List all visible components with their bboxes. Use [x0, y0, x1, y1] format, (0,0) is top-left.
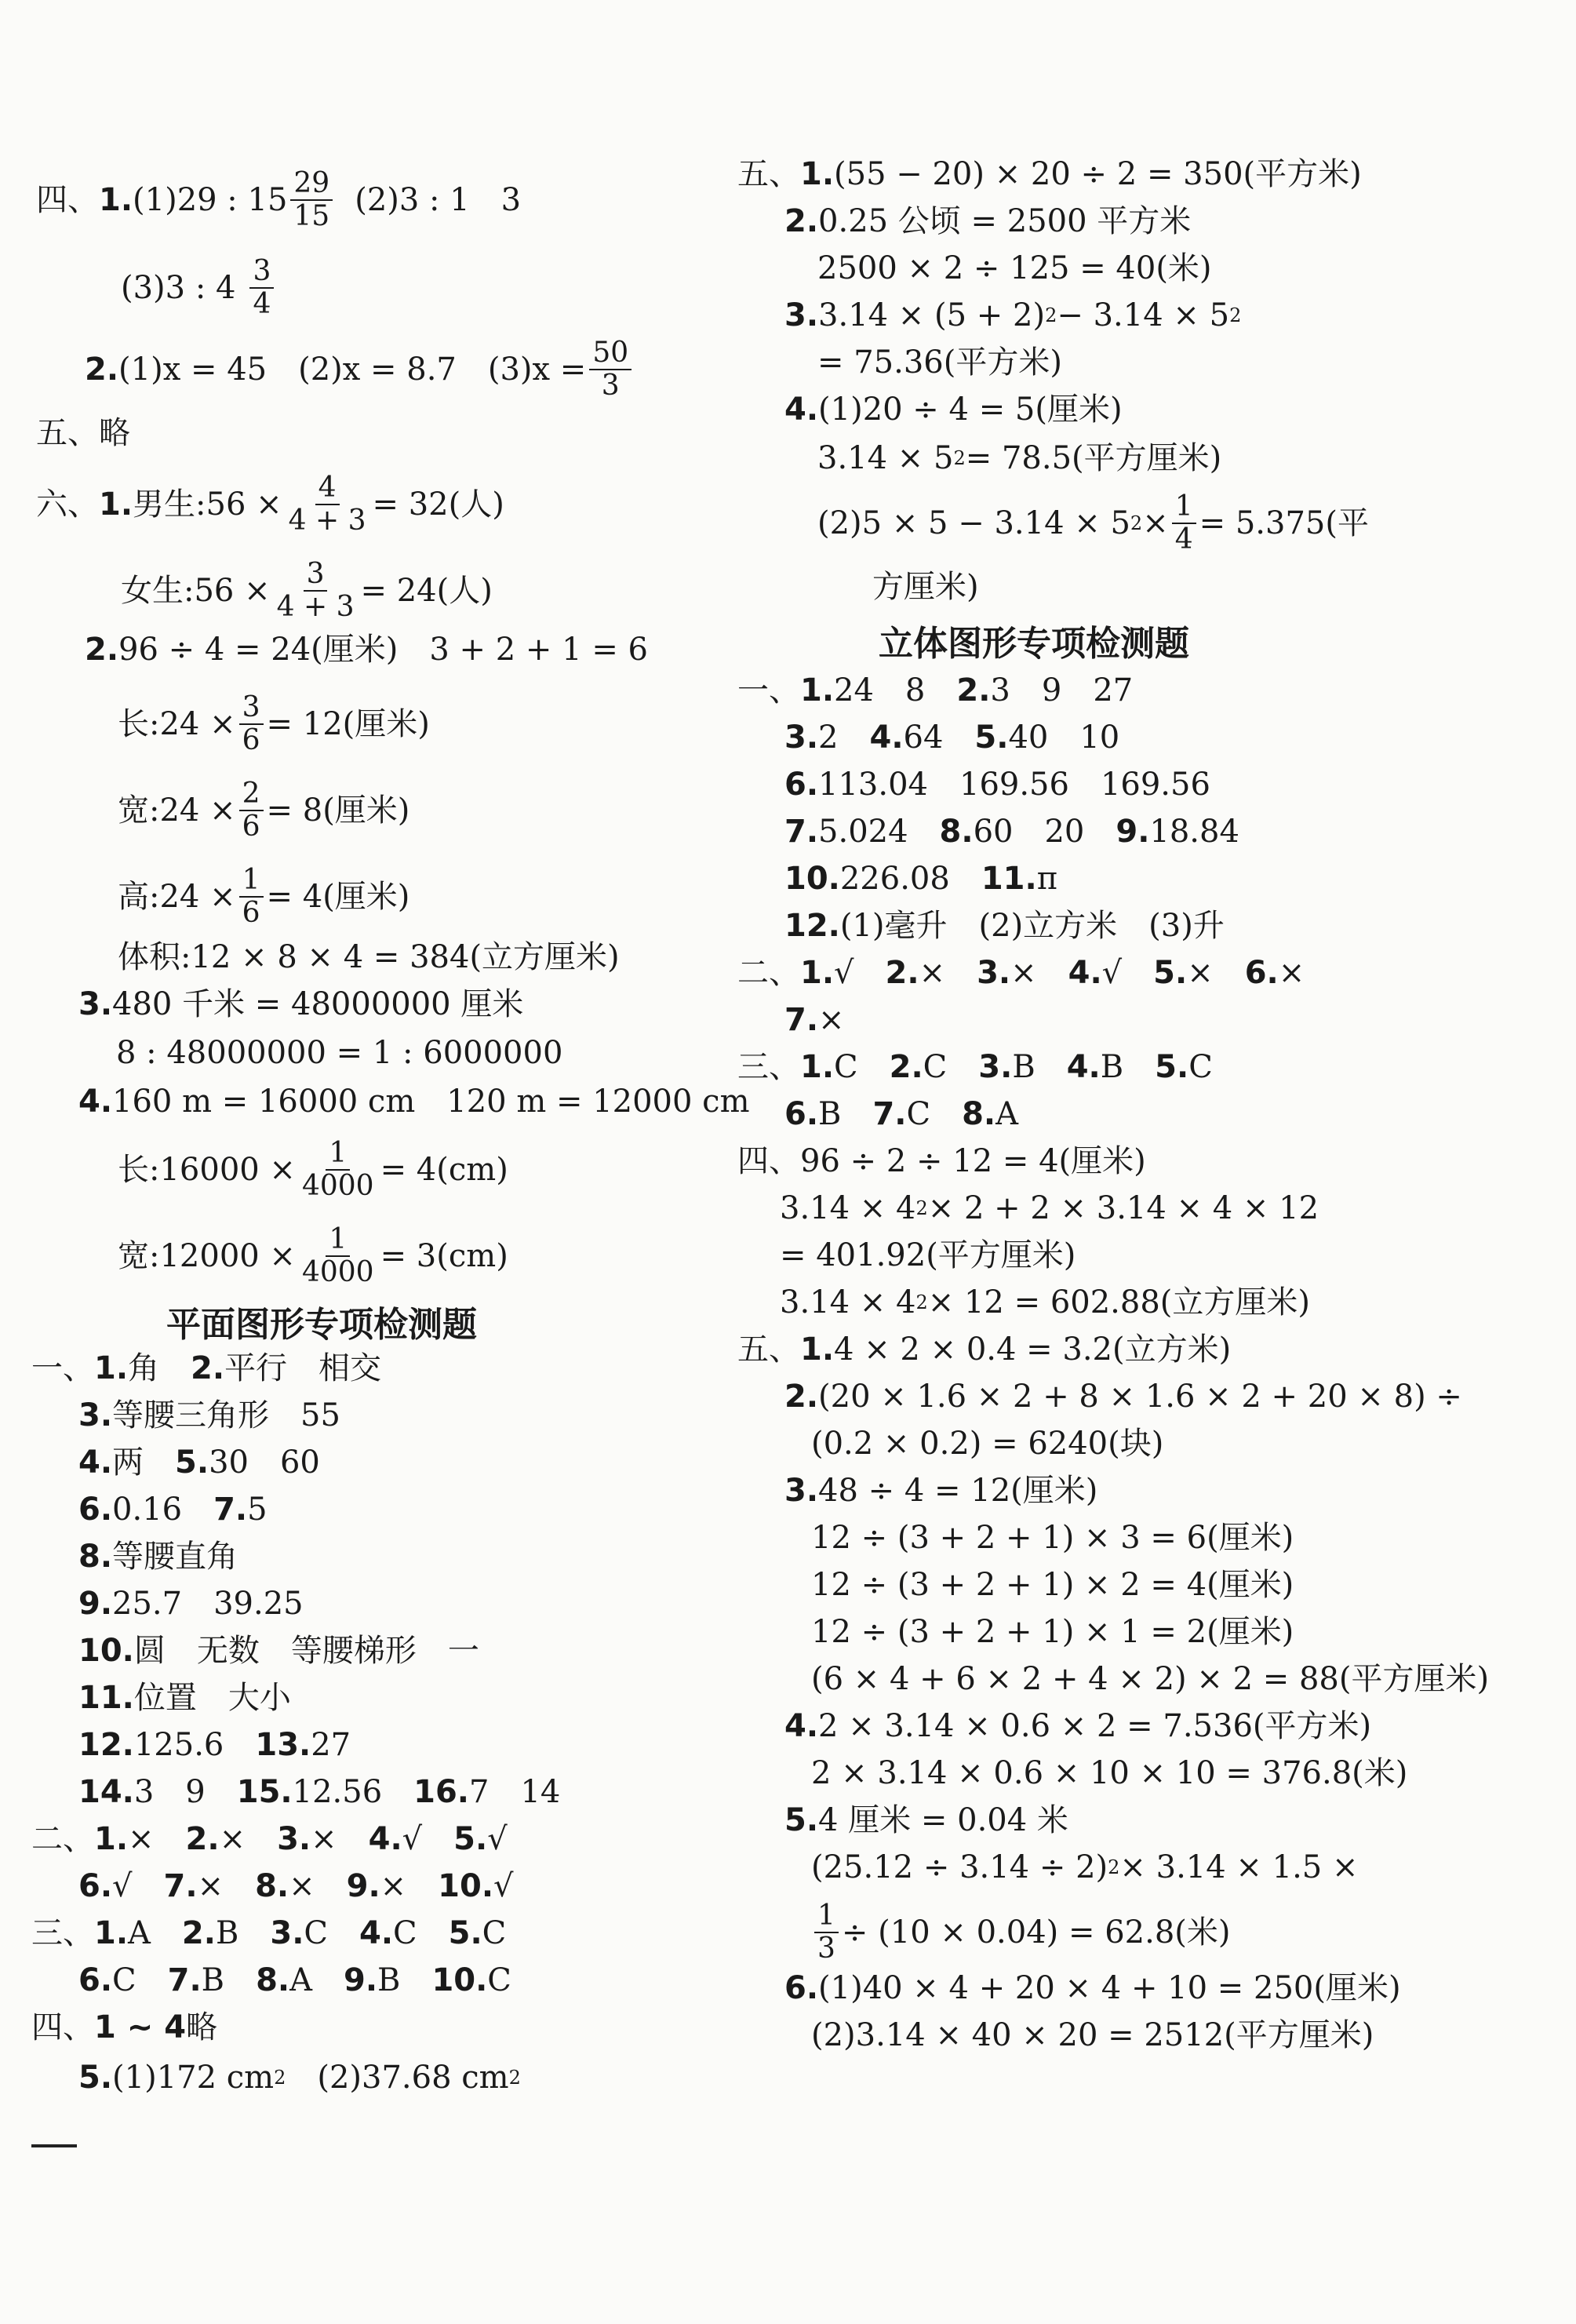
answer-line: 8 : 48000000 = 1 : 6000000: [116, 1035, 563, 1071]
answer-line: 6. 113.04 169.56 169.56: [784, 767, 1210, 803]
fraction: $\frac{1}{3}$: [814, 1900, 839, 1965]
answer-line: 3. 等腰三角形 55: [78, 1397, 340, 1433]
section-heading: 立体图形专项检测题: [879, 624, 1189, 664]
answer-line: 4. 2 × 3.14 × 0.6 × 2 = 7.536(平方米): [784, 1708, 1372, 1744]
answer-line: 12. 125.6 13. 27: [78, 1727, 351, 1763]
answer-line: 体积:12 × 8 × 4 = 384(立方厘米): [118, 939, 620, 975]
answer-line: 4. 160 m = 16000 cm 120 m = 12000 cm: [78, 1084, 750, 1120]
answer-line: 2. 96 ÷ 4 = 24(厘米) 3 + 2 + 1 = 6: [85, 632, 649, 668]
answer-line: 六、 1. 男生:56 × $\frac{4}{4 + 3}$ = 32(人): [36, 472, 504, 537]
answer-line: 6. √ 7. × 8. × 9. × 10. √: [78, 1868, 514, 1904]
answer-line: 3. 48 ÷ 4 = 12(厘米): [784, 1473, 1098, 1509]
answer-line: (3)3 : 4 $\frac{3}{4}$: [121, 256, 277, 320]
answer-line: 五、略: [36, 415, 130, 451]
fraction: $\frac{4}{4 + 3}$: [288, 472, 366, 537]
fraction: $\frac{1}{4}$: [1172, 491, 1196, 556]
answer-line: = 401.92(平方厘米): [780, 1237, 1076, 1273]
answer-line: 2500 × 2 ÷ 125 = 40(米): [817, 250, 1212, 286]
answer-line: 五、 1. 4 × 2 × 0.4 = 3.2(立方米): [737, 1331, 1232, 1368]
answer-line: 四、 1. (1)29 : 15 $\frac{29}{15}$ (2)3 : 1 3: [36, 167, 522, 232]
answer-line: 宽:24 × $\frac{2}{6}$ = 8(厘米): [118, 778, 410, 843]
fraction: $\frac{29}{15}$: [290, 168, 333, 232]
answer-line: 三、 1. C 2. C 3. B 4. B 5. C: [737, 1049, 1213, 1085]
fraction: $\frac{50}{3}$: [589, 337, 631, 402]
answer-line: 2. (1)x = 45 (2)x = 8.7 (3)x = $\frac{50}{3}$: [85, 337, 635, 402]
answer-line: 12 ÷ (3 + 2 + 1) × 2 = 4(厘米): [811, 1567, 1294, 1603]
answer-line: $\frac{1}{3}$ ÷ (10 × 0.04) = 62.8(米): [811, 1900, 1230, 1965]
answer-line: 高:24 × $\frac{1}{6}$ = 4(厘米): [118, 864, 410, 929]
answer-line: 3. 3.14 × (5 + 2) 2 − 3.14 × 5 2: [784, 297, 1242, 333]
answer-line: 女生:56 × $\frac{3}{4 + 3}$ = 24(人): [121, 558, 493, 623]
fraction: $\frac{1}{6}$: [239, 865, 264, 929]
answer-line: 6. 0.16 7. 5: [78, 1492, 268, 1528]
answer-line: 4. (1)20 ÷ 4 = 5(厘米): [784, 392, 1123, 428]
answer-line: (2)3.14 × 40 × 20 = 2512(平方厘米): [811, 2017, 1374, 2053]
answer-line: 一、 1. 24 8 2. 3 9 27: [737, 672, 1134, 708]
answer-line: 6. (1)40 × 4 + 20 × 4 + 10 = 250(厘米): [784, 1970, 1401, 2006]
answer-line: 五、 1. (55 − 20) × 20 ÷ 2 = 350(平方米): [737, 156, 1362, 192]
answer-line: 10. 226.08 11. π: [784, 861, 1057, 897]
answer-line: 5. (1)172 cm 2 (2)37.68 cm 2: [78, 2060, 521, 2096]
answer-line: 2. 0.25 公顷 = 2500 平方米: [784, 203, 1192, 239]
answer-line: 12. (1)毫升 (2)立方米 (3)升: [784, 908, 1225, 944]
answer-line: 一、 1. 角 2. 平行 相交: [31, 1350, 382, 1386]
fraction: $\frac{1}{4000}$: [301, 1223, 374, 1288]
answer-line: 6. C 7. B 8. A 9. B 10. C: [78, 1962, 511, 1998]
fraction: $\frac{3}{6}$: [239, 692, 264, 756]
answer-line: 3. 480 千米 = 48000000 厘米: [78, 986, 524, 1022]
fraction: $\frac{2}{6}$: [239, 778, 264, 843]
answer-line: 4. 两 5. 30 60: [78, 1444, 320, 1481]
answer-line: 3.14 × 4 2 × 12 = 602.88(立方厘米): [780, 1284, 1310, 1320]
answer-line: 7. 5.024 8. 60 20 9. 18.84: [784, 814, 1239, 850]
answer-line: 长:16000 × $\frac{1}{4000}$ = 4(cm): [118, 1137, 508, 1202]
answer-line: 长:24 × $\frac{3}{6}$ = 12(厘米): [118, 691, 430, 756]
fraction: $\frac{3}{4 + 3}$: [276, 558, 355, 623]
answer-line: 二、 1. √ 2. × 3. × 4. √ 5. × 6. ×: [737, 955, 1305, 991]
answer-line: 12 ÷ (3 + 2 + 1) × 1 = 2(厘米): [811, 1614, 1294, 1650]
answer-line: 宽:12000 × $\frac{1}{4000}$ = 3(cm): [118, 1223, 508, 1288]
fraction: $\frac{1}{4000}$: [301, 1137, 374, 1202]
answer-line: 四、 96 ÷ 2 ÷ 12 = 4(厘米): [737, 1143, 1146, 1179]
answer-line: 3. 2 4. 64 5. 40 10: [784, 719, 1120, 756]
answer-line: 二、 1. × 2. × 3. × 4. √ 5. √: [31, 1821, 508, 1857]
section-heading: 平面图形专项检测题: [166, 1305, 477, 1345]
answer-line: (6 × 4 + 6 × 2 + 4 × 2) × 2 = 88(平方厘米): [811, 1661, 1490, 1697]
answer-line: 11. 位置 大小: [78, 1680, 291, 1716]
answer-line: 6. B 7. C 8. A: [784, 1096, 1018, 1132]
answer-line: (2)5 × 5 − 3.14 × 5 2 × $\frac{1}{4}$ = 5.375(平: [817, 490, 1369, 556]
answer-line: 2. (20 × 1.6 × 2 + 8 × 1.6 × 2 + 20 × 8) ÷: [784, 1379, 1462, 1415]
fraction: $\frac{3}{4}$: [249, 256, 274, 320]
answer-line: 3.14 × 4 2 × 2 + 2 × 3.14 × 4 × 12: [780, 1190, 1319, 1226]
answer-line: (0.2 × 0.2) = 6240(块): [811, 1426, 1164, 1462]
answer-line: 14. 3 9 15. 12.56 16. 7 14: [78, 1774, 561, 1810]
answer-line: 12 ÷ (3 + 2 + 1) × 3 = 6(厘米): [811, 1520, 1294, 1556]
footer-rule: [31, 2144, 77, 2147]
answer-line: 7. ×: [784, 1002, 845, 1038]
answer-line: 3.14 × 5 2 = 78.5(平方厘米): [817, 440, 1222, 476]
answer-line: (25.12 ÷ 3.14 ÷ 2) 2 × 3.14 × 1.5 ×: [811, 1849, 1359, 1885]
answer-line: 5. 4 厘米 = 0.04 米: [784, 1802, 1068, 1838]
answer-line: = 75.36(平方米): [817, 344, 1062, 381]
answer-line: 8. 等腰直角: [78, 1539, 238, 1575]
answer-line: 9. 25.7 39.25: [78, 1586, 304, 1622]
answer-line: 四、 1 ~ 4 略: [31, 2009, 218, 2045]
answer-line: 10. 圆 无数 等腰梯形 一: [78, 1633, 479, 1669]
answer-line: 2 × 3.14 × 0.6 × 10 × 10 = 376.8(米): [811, 1755, 1408, 1791]
answer-line: 三、 1. A 2. B 3. C 4. C 5. C: [31, 1915, 507, 1951]
answer-line: 方厘米): [872, 569, 979, 605]
